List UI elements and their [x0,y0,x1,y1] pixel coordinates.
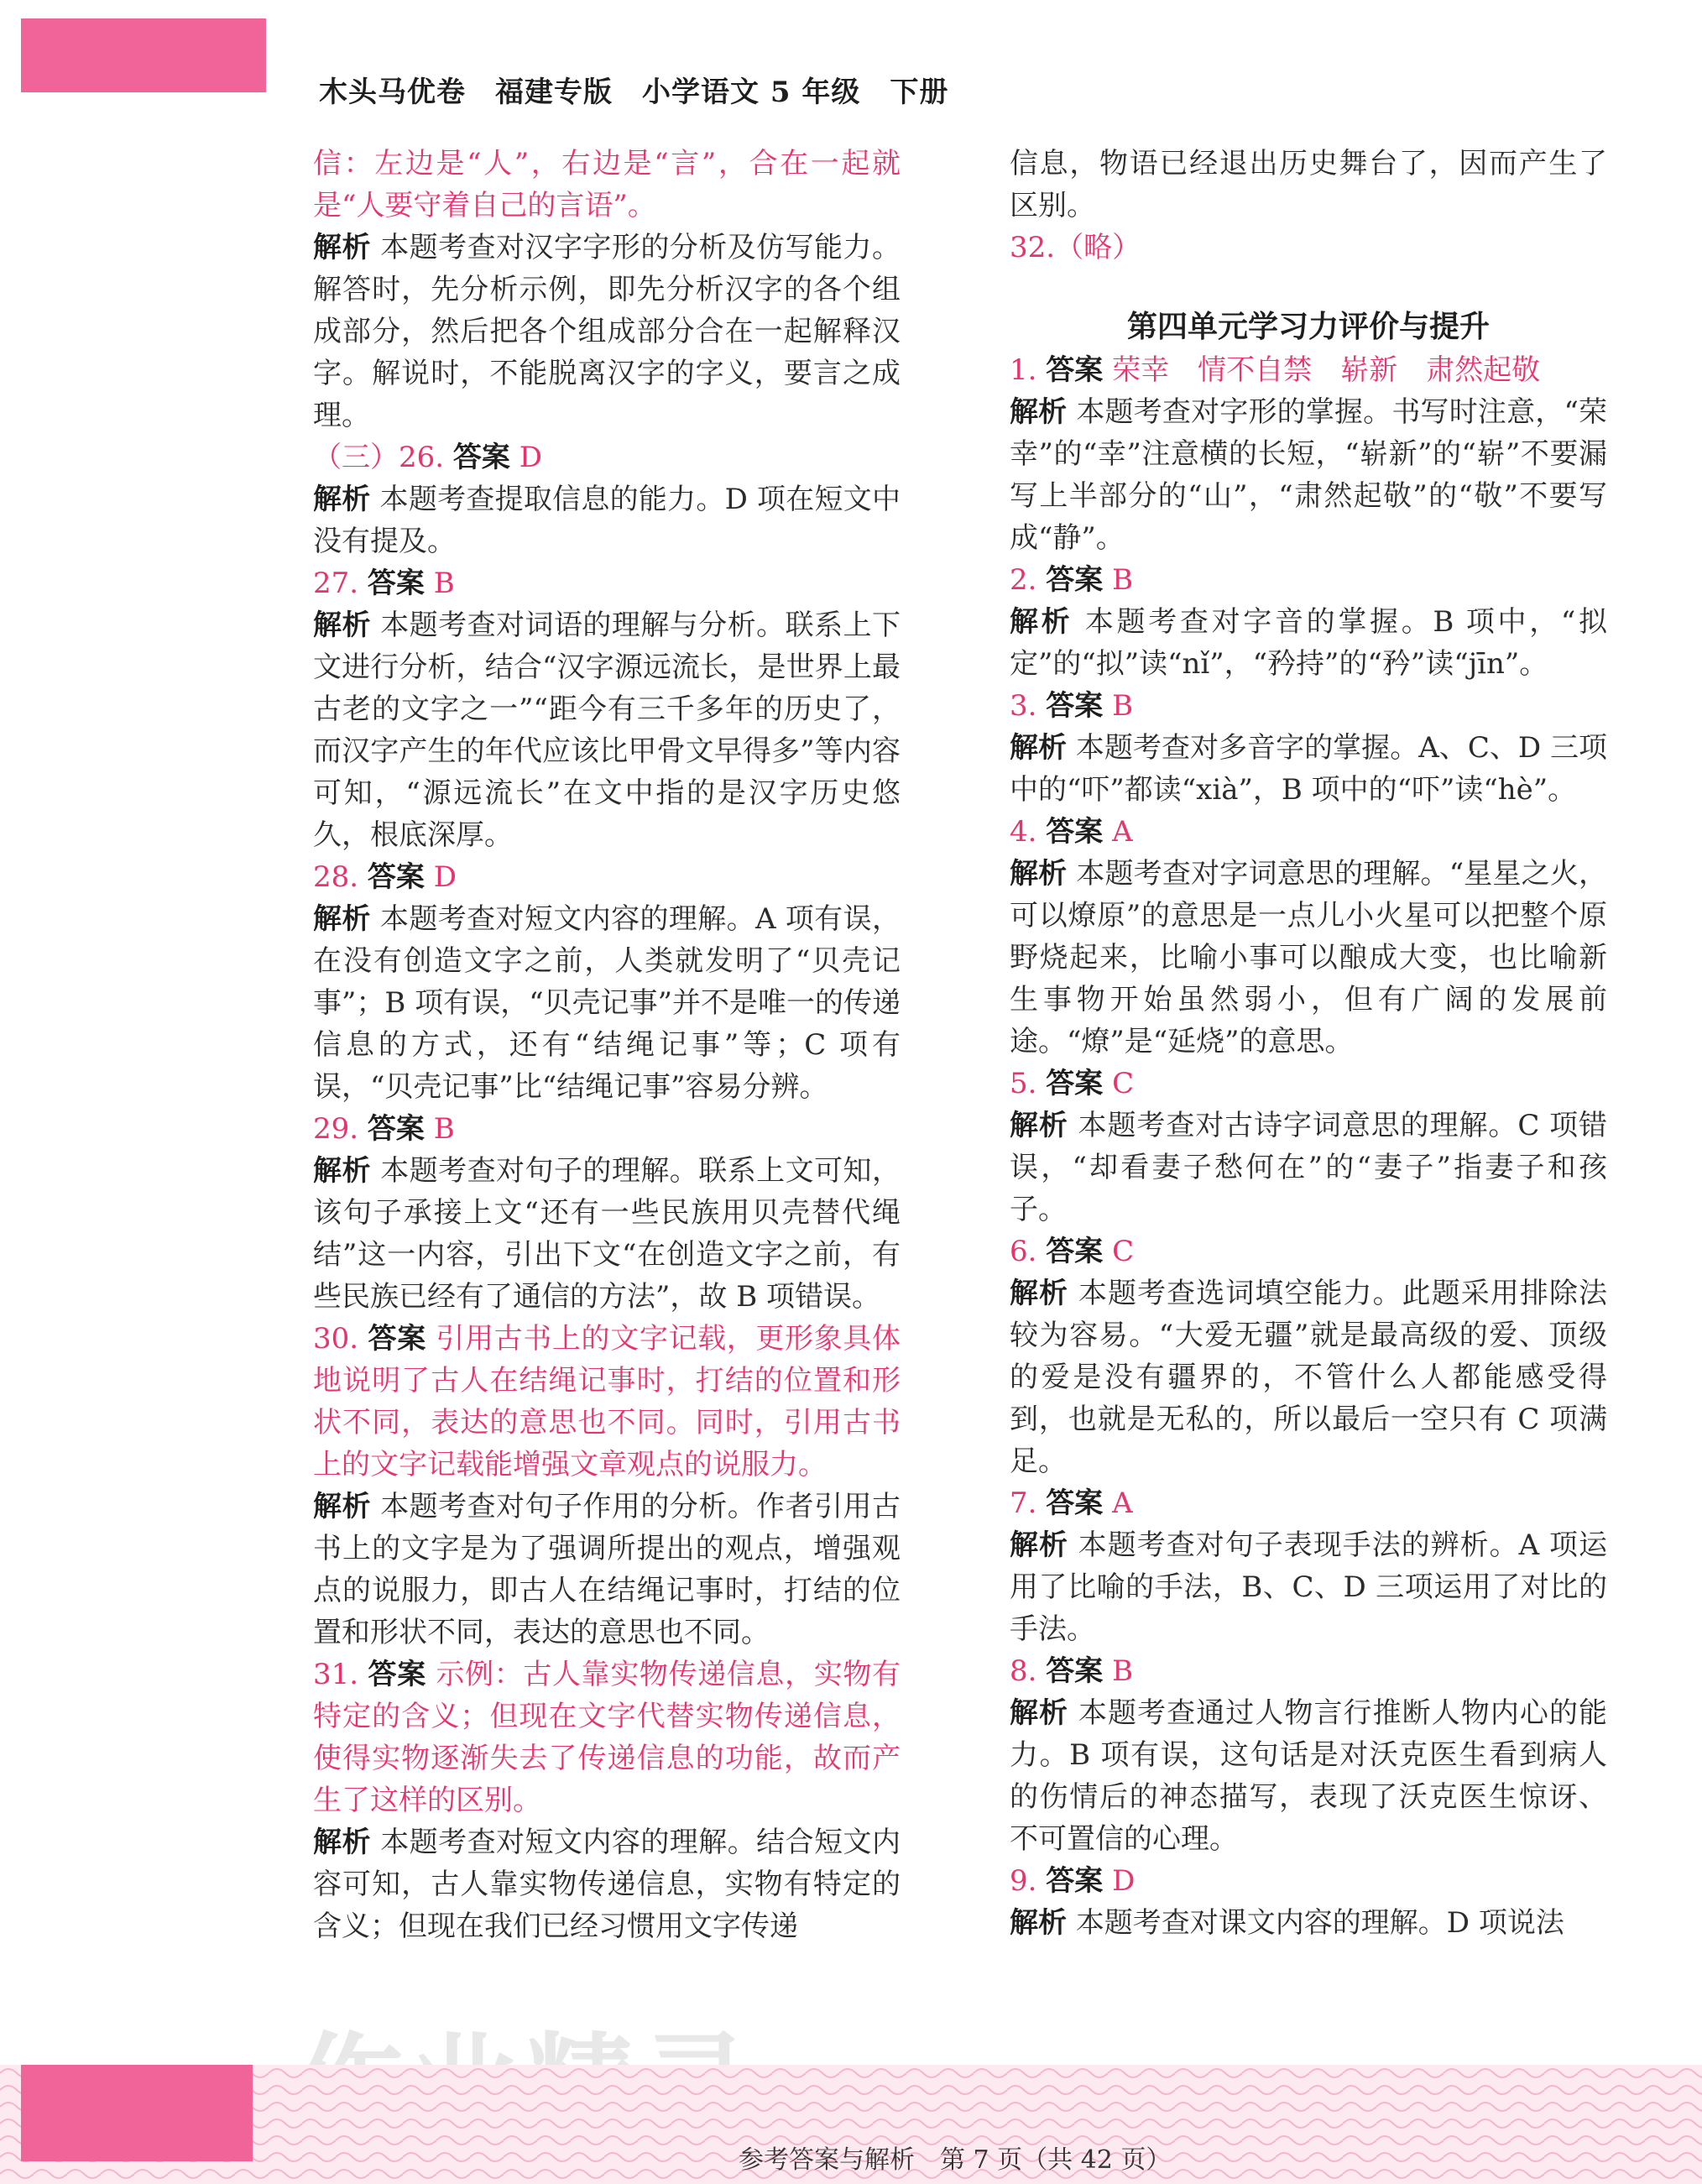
question-number: 30. [313,1322,359,1356]
answer-label: 答案 [367,1112,425,1146]
answer-line [1010,685,1607,727]
question-number: 4. [1010,815,1037,849]
answer-content: D [1112,1864,1136,1898]
analysis-label: 解析 [1010,1109,1068,1142]
analysis-paragraph [313,227,901,436]
analysis-paragraph [1010,727,1607,811]
answer-content: A [1112,815,1133,849]
question-number: 8. [1010,1654,1037,1688]
answer-line [313,856,901,898]
answer-line [313,1318,901,1486]
answer-line [1010,1860,1607,1902]
answer-content: D [433,860,457,894]
page-footer: 参考答案与解析 第 7 页（共 42 页） [739,2145,1172,2175]
analysis-label: 解析 [313,483,371,516]
answer-line [313,562,901,604]
analysis-label: 解析 [1010,857,1068,891]
question-number: 6. [1010,1235,1037,1268]
answer-label: 答案 [1046,563,1104,597]
analysis-paragraph [313,1486,901,1654]
answer-label: 答案 [1046,815,1104,849]
answer-content: B [1112,689,1134,723]
right-column [1010,143,1607,1944]
analysis-content: 本题考查通过人物言行推断人物内心的能力。B 项有误，这句话是对沃克医生看到病人的伤情后的神态描写，表现了沃克医生惊讶、不可置信的心理。 [1010,1696,1608,1856]
analysis-label: 解析 [313,231,371,264]
question-number: 1. [1010,353,1037,387]
answer-content: B [1112,563,1134,597]
question-number: 3. [1010,689,1037,723]
answer-line [1010,349,1607,391]
answer-line [1010,1230,1607,1272]
analysis-content: 本题考查对字音的掌握。B 项中，“拟定”的“拟”读“nǐ”，“矜持”的“矜”读“jīn”。 [1010,605,1607,681]
analysis-content: 本题考查对字形的掌握。书写时注意，“荣幸”的“幸”注意横的长短，“崭新”的“崭”不要漏写上半部分的“山”，“肃然起敬”的“敬”不要写成“静”。 [1010,395,1608,555]
answer-content: B [1112,1654,1134,1688]
analysis-content: 本题考查对句子作用的分析。作者引用古书上的文字是为了强调所提出的观点，增强观点的说服力，即古人在结绳记事时，打结的位置和形状不同，表达的意思也不同。 [313,1490,901,1649]
question-number: 5. [1010,1067,1037,1100]
answer-content: C [1112,1235,1135,1268]
question-number: 7. [1010,1486,1037,1520]
analysis-label: 解析 [313,1154,371,1188]
answer-content: 荣幸 情不自禁 崭新 肃然起敬 [1112,353,1541,387]
question-number: 2. [1010,563,1037,597]
answer-content: 信：左边是“人”，右边是“言”，合在一起就是“人要守着自己的言语”。 [313,147,901,222]
analysis-label: 解析 [1010,1696,1069,1730]
analysis-content: 本题考查对词语的理解与分析。联系上下文进行分析，结合“汉字源远流长，是世界上最古老的文字之一”“距今有三千多年的历史了，而汉字产生的年代应该比甲骨文早得多”等内容可知，“源远流长”在文中指的是汉字历史悠久，根底深厚。 [313,609,901,852]
analysis-paragraph [313,898,901,1108]
answer-line [1010,811,1607,853]
answer-content: D [519,441,542,474]
analysis-content: 本题考查对字词意思的理解。“星星之火，可以燎原”的意思是一点儿小火星可以把整个原野烧起来，比喻小事可以酿成大变，也比喻新生事物开始虽然弱小，但有广阔的发展前途。“燎”是“延烧”的意思。 [1010,857,1608,1058]
analysis-content: 本题考查对汉字字形的分析及仿写能力。解答时，先分析示例，即先分析汉字的各个组成部分，然后把各个组成部分合在一起解释汉字。解说时，不能脱离汉字的字义，要言之成理。 [313,231,901,432]
answer-content: （略） [1055,231,1141,264]
answer-content: B [433,1112,455,1146]
answer-label: 答案 [1046,1235,1104,1268]
question-number: 31. [313,1658,359,1691]
analysis-content: 本题考查对古诗字词意思的理解。C 项错误，“却看妻子愁何在”的“妻子”指妻子和孩子。 [1010,1109,1608,1226]
answer-content: 引用古书上的文字记载，更形象具体地说明了古人在结绳记事时，打结的位置和形状不同，表达的意思也不同。同时，引用古书上的文字记载能增强文章观点的说服力。 [313,1322,901,1481]
answer-line [1010,559,1607,601]
analysis-content: 本题考查对短文内容的理解。A 项有误，在没有创造文字之前，人类就发明了“贝壳记事”；B 项有误，“贝壳记事”并不是唯一的传递信息的方式，还有“结绳记事”等；C 项有误，“贝壳记事”比“结绳记事”容易分辨。 [313,902,901,1104]
analysis-paragraph [1010,853,1607,1063]
analysis-label: 解析 [1010,1277,1069,1310]
answer-line [1010,1650,1607,1692]
answer-label: 答案 [368,1322,426,1356]
analysis-content: 本题考查选词填空能力。此题采用排除法较为容易。“大爱无疆”就是最高级的爱、顶级的爱是没有疆界的，不管什么人都能感受得到，也就是无私的，所以最后一空只有 C 项满足。 [1010,1277,1608,1478]
analysis-label: 解析 [313,1826,371,1859]
analysis-paragraph [1010,1524,1607,1650]
question-number: （三）26. [313,441,445,474]
left-column [313,143,901,1947]
answer-line [1010,1482,1607,1524]
answer-label: 答案 [368,1658,426,1691]
analysis-content: 本题考查提取信息的能力。D 项在短文中没有提及。 [313,483,901,558]
analysis-content: 本题考查对课文内容的理解。D 项说法 [1075,1906,1564,1940]
answer-label: 答案 [367,567,425,600]
answer-text [313,143,901,227]
analysis-paragraph [1010,1272,1607,1482]
question-number: 9. [1010,1864,1037,1898]
answer-content: B [433,567,455,600]
answer-line [1010,1063,1607,1105]
section-title: 第四单元学习力评价与提升 [1126,309,1490,344]
analysis-label: 解析 [1010,731,1068,765]
answer-content: 示例：古人靠实物传递信息，实物有特定的含义；但现在文字代替实物传递信息，使得实物逐渐失去了传递信息的功能，故而产生了这样的区别。 [313,1658,901,1817]
analysis-content: 本题考查对短文内容的理解。结合短文内容可知，古人靠实物传递信息，实物有特定的含义；但现在我们已经习惯用文字传递 [313,1826,901,1943]
question-number: 28. [313,860,359,894]
answer-line [313,1654,901,1821]
analysis-paragraph [1010,1692,1607,1860]
answer-label: 答案 [1046,1067,1104,1100]
answer-line [313,1108,901,1150]
analysis-continuation [1010,143,1607,227]
analysis-label: 解析 [313,902,371,936]
answer-label: 答案 [1046,1486,1104,1520]
answer-label: 答案 [1046,1864,1104,1898]
page-header: 木头马优卷 福建专版 小学语文 5 年级 下册 [319,76,949,109]
footer-corner-tab [21,2065,253,2161]
analysis-paragraph [1010,1902,1607,1944]
analysis-paragraph [313,1150,901,1318]
analysis-paragraph [1010,1105,1607,1230]
analysis-label: 解析 [313,1490,371,1523]
question-number: 29. [313,1112,359,1146]
answer-content: A [1112,1486,1133,1520]
analysis-paragraph [1010,391,1607,559]
analysis-label: 解析 [1010,605,1073,639]
analysis-content: 信息，物语已经退出历史舞台了，因而产生了区别。 [1010,147,1607,222]
analysis-paragraph [313,478,901,562]
question-number: 32. [1010,231,1056,264]
answer-label: 答案 [367,860,425,894]
corner-tab [21,18,266,92]
analysis-content: 本题考查对句子的理解。联系上文可知，该句子承接上文“还有一些民族用贝壳替代绳结”这一内容，引出下文“在创造文字之前，有些民族已经有了通信的方法”，故 B 项错误。 [313,1154,901,1314]
analysis-content: 本题考查对句子表现手法的辨析。A 项运用了比喻的手法，B、C、D 三项运用了对比的手法。 [1010,1528,1607,1646]
answer-label: 答案 [1046,353,1104,387]
analysis-label: 解析 [1010,395,1068,429]
answer-label: 答案 [1046,689,1104,723]
analysis-paragraph [313,1821,901,1947]
answer-label: 答案 [1046,1654,1104,1688]
analysis-content: 本题考查对多音字的掌握。A、C、D 三项中的“吓”都读“xià”，B 项中的“吓”读“hè”。 [1010,731,1608,807]
answer-line [1010,227,1607,269]
question-number: 27. [313,567,359,600]
analysis-label: 解析 [1010,1528,1068,1562]
analysis-label: 解析 [313,609,371,642]
answer-line [313,436,901,478]
answer-content: C [1112,1067,1135,1100]
analysis-paragraph [1010,601,1607,685]
answer-label: 答案 [452,441,510,474]
analysis-label: 解析 [1010,1906,1067,1940]
analysis-paragraph [313,604,901,856]
